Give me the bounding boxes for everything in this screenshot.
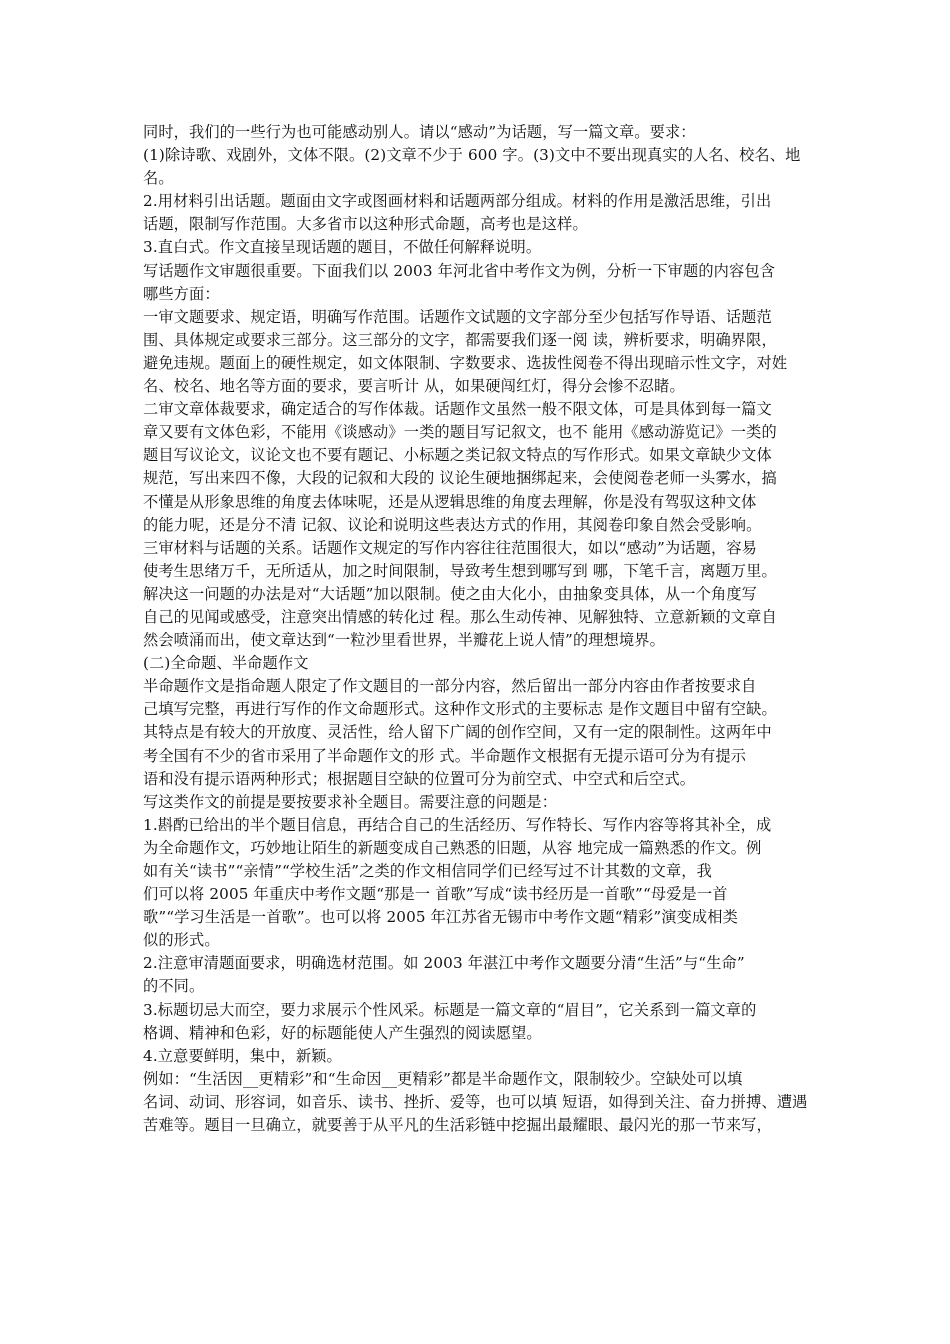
text-line: 一审文题要求、规定语，明确写作范围。话题作文试题的文字部分至少包括写作导语、话题范 — [143, 307, 772, 326]
text-line: 的不同。 — [143, 977, 205, 996]
text-line: 考全国有不少的省市采用了半命题作文的形 式。半命题作文根据有无提示语可分为有提示 — [143, 746, 747, 765]
text-line: 同时，我们的一些行为也可能感动别人。请以“感动”为话题，写一篇文章。要求： — [143, 123, 696, 141]
text-line: (1)除诗歌、戏剧外，文体不限。(2)文章不少于 600 字。(3)文中不要出现真实的人名、校名、地 — [143, 146, 801, 165]
text-line: 自己的见闻或感受，注意突出情感的转化过 程。那么生动传神、见解独特、立意新颖的文章自 — [143, 607, 777, 626]
text-line: 似的形式。 — [143, 931, 220, 950]
text-line: 3.直白式。作文直接呈现话题的题目，不做任何解释说明。 — [143, 238, 542, 257]
text-line: (二)全命题、半命题作文 — [143, 654, 309, 673]
text-line: 名。 — [143, 169, 174, 188]
text-line: 名、校名、地名等方面的要求，要言听计 从，如果硬闯红灯，得分会惨不忍睹。 — [143, 377, 685, 396]
text-line: 使考生思绪万千，无所适从，加之时间限制，导致考生想到哪写到 哪，下笔千言，离题万里。 — [143, 561, 777, 580]
text-line: 写话题作文审题很重要。下面我们以 2003 年河北省中考作文为例，分析一下审题的内容包含 — [143, 261, 776, 280]
text-line: 格调、精神和色彩，好的标题能使人产生强烈的阅读愿望。 — [143, 1023, 542, 1042]
text-line: 4.立意要鲜明，集中，新颖。 — [143, 1046, 342, 1065]
text-line: 三审材料与话题的关系。话题作文规定的写作内容往往范围很大，如以“感动”为话题，容易 — [143, 538, 757, 557]
text-line: 的能力呢，还是分不清 记叙、议论和说明这些表达方式的作用，其阅卷印象自然会受影响。 — [143, 515, 762, 534]
text-line: 例如：“生活因__更精彩”和“生命因__更精彩”都是半命题作文，限制较少。空缺处可以填 — [143, 1069, 743, 1088]
text-line: 半命题作文是指命题人限定了作文题目的一部分内容，然后留出一部分内容由作者按要求自 — [143, 677, 757, 696]
text-line: 避免违规。题面上的硬性规定，如文体限制、字数要求、选拔性阅卷不得出现暗示性文字，对姓 — [143, 353, 788, 372]
text-line: 为全命题作文，巧妙地让陌生的新题变成自己熟悉的旧题，从容 地完成一篇熟悉的作文。例 — [143, 838, 762, 857]
text-line: 名词、动词、形容词，如音乐、读书、挫折、爱等，也可以填 短语，如得到关注、奋力拼搏、遭遇 — [143, 1092, 808, 1111]
text-line: 己填写完整，再进行写作的作文命题形式。这种作文形式的主要标志 是作文题目中留有空缺。 — [143, 700, 777, 719]
text-line: 章又要有文体色彩，不能用《谈感动》一类的题目写记叙文，也不 能用《感动游览记》一类的 — [143, 423, 777, 442]
text-line: 写这类作文的前提是要按要求补全题目。需要注意的问题是： — [143, 792, 558, 811]
text-line: 2.用材料引出话题。题面由文字或图画材料和话题两部分组成。材料的作用是激活思维，引出 — [143, 192, 772, 211]
text-line: 语和没有提示语两种形式；根据题目空缺的位置可分为前空式、中空式和后空式。 — [143, 769, 696, 788]
text-line: 1.斟酌已给出的半个题目信息，再结合自己的生活经历、写作特长、写作内容等将其补全，成 — [143, 815, 772, 834]
text-line: 们可以将 2005 年重庆中考作文题“那是一 首歌”写成“读书经历是一首歌”“母爱是一首 — [143, 885, 728, 904]
text-line: 围、具体规定或要求三部分。这三部分的文字，都需要我们逐一阅 读，辨析要求，明确界限， — [143, 330, 777, 349]
text-line: 解决这一问题的办法是对“大话题”加以限制。使之由大化小，由抽象变具体，从一个角度写 — [143, 584, 757, 603]
text-line: 然会喷涌而出，使文章达到“一粒沙里看世界，半瓣花上说人情”的理想境界。 — [143, 631, 665, 650]
text-line: 二审文章体裁要求，确定适合的写作体裁。话题作文虽然一般不限文体，可是具体到每一篇文 — [143, 400, 772, 419]
text-line: 歌”“学习生活是一首歌”。也可以将 2005 年江苏省无锡市中考作文题“精彩”演变成相类 — [143, 908, 738, 927]
text-line: 哪些方面： — [143, 284, 220, 303]
text-line: 苦难等。题目一旦确立，就要善于从平凡的生活彩链中挖掘出最耀眼、最闪光的那一节来写， — [143, 1116, 772, 1135]
text-line: 话题，限制写作范围。大多省市以这种形式命题，高考也是这样。 — [143, 215, 588, 234]
text-line: 3.标题切忌大而空，要力求展示个性风采。标题是一篇文章的“眉目”，它关系到一篇文章的 — [143, 1000, 757, 1019]
text-line: 其特点是有较大的开放度、灵活性，给人留下广阔的创作空间，又有一定的限制性。这两年中 — [143, 723, 772, 742]
text-line: 不懂是从形象思维的角度去体味呢，还是从逻辑思维的角度去理解，你是没有驾驭这种文体 — [143, 492, 757, 511]
text-line: 2.注意审清题面要求，明确选材范围。如 2003 年湛江中考作文题要分清“生活”与“生命” — [143, 954, 745, 973]
text-line: 规范，写出来四不像，大段的记叙和大段的 议论生硬地捆绑起来，会使阅卷老师一头雾水，搞 — [143, 469, 777, 488]
text-line: 如有关“读书”“亲情”“学校生活”之类的作文相信同学们已经写过不计其数的文章，我 — [143, 862, 712, 880]
text-line: 题目写议论文，议论文也不要有题记、小标题之类记叙文特点的写作形式。如果文章缺少文体 — [143, 446, 772, 465]
